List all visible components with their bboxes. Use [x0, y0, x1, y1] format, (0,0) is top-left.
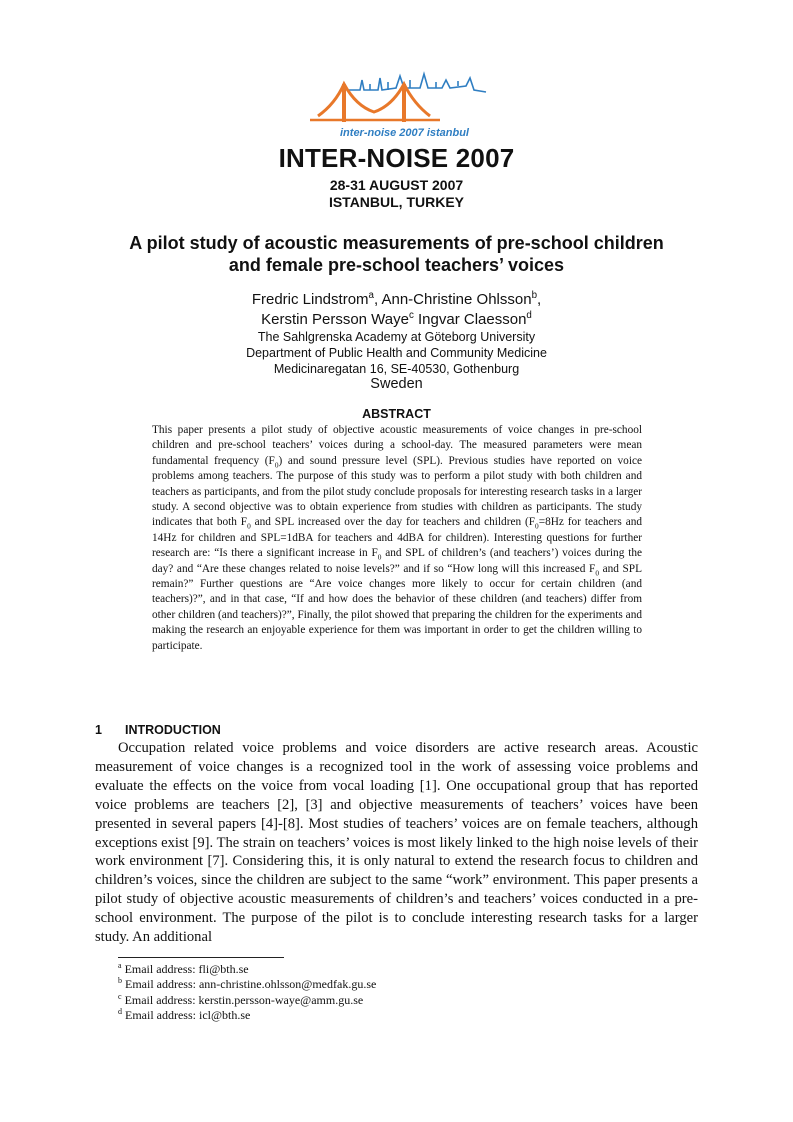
- author-line-2: [0, 310, 793, 330]
- section-title: INTRODUCTION: [125, 723, 221, 737]
- author-mark: c: [408, 310, 414, 321]
- conference-location: ISTANBUL, TURKEY: [328, 194, 465, 210]
- conference-title: INTER-NOISE 2007: [278, 143, 515, 173]
- author-name: Kerstin Persson Waye: [261, 311, 409, 328]
- author-mark: d: [526, 310, 532, 321]
- author-name: Ingvar Claesson: [418, 311, 527, 328]
- conference-logo: [300, 66, 500, 140]
- introduction-text: Occupation related voice problems and voice disorders are active research areas. Acoustic measurement of voice changes is a recognized tool in the work of assessing voice problems and evaluate the effects on the voice from vocal loading [1]. One occupational group that has reported voice problems are teachers [2], [3] and objective measurements of teachers’ voices have been presented in several papers [4]-[8]. Most studies of teachers’ voices are on female teachers, although exceptions exist [9]. The strain on teachers’ voices is most likely linked to the high noise levels of their work environment [7]. Considering this, it is only natural to extend the research focus to children and children’s voices, since the children are subject to the same “work” environment. This paper presents a pilot study of objective acoustic measurements of children’s and teachers’ voices conducted in a pre-school environment. The purpose of the pilot is to conclude interesting research tasks for a larger study. An additional: [95, 740, 698, 946]
- footnote: $^d$ Email address: icl@bth.se: [118, 1006, 251, 1022]
- section-heading: [95, 723, 221, 737]
- conference-date: 28-31 AUGUST 2007: [329, 177, 464, 193]
- footnote-rule: [118, 957, 284, 958]
- affiliation-line-2: Department of Public Health and Community Medicine: [246, 346, 547, 360]
- footnote: $^b$ Email address: ann-christine.ohlsson@medfak.gu.se: [118, 976, 377, 992]
- affiliation: [0, 329, 793, 377]
- affiliation-country: Sweden: [370, 376, 423, 392]
- paper-title-line-2: and female pre-school teachers’ voices: [228, 255, 565, 275]
- author-line-1: [0, 290, 793, 310]
- section-number: 1: [95, 723, 102, 737]
- author-name: Ann-Christine Ohlsson: [381, 291, 532, 308]
- logo-caption: inter-noise 2007 istanbul: [340, 127, 469, 139]
- paper-title-line-1: A pilot study of acoustic measurements of pre-school children: [129, 233, 664, 253]
- paper-title: [0, 232, 793, 276]
- footnote: $^c$ Email address: kerstin.persson-waye@amm.gu.se: [118, 991, 364, 1007]
- author-list: [0, 290, 793, 330]
- skyline-graphic: [348, 74, 486, 92]
- affiliation-line-1: The Sahlgrenska Academy at Göteborg University: [257, 330, 536, 344]
- footnote: $^a$ Email address: fli@bth.se: [118, 961, 249, 976]
- affiliation-line-3: Medicinaregatan 16, SE-40530, Gothenburg: [273, 362, 520, 376]
- abstract-text: This paper presents a pilot study of objective acoustic measurements of voice changes in pre-school children and pre-school teachers’ voices during a school-day. The measured parameters were mean fundamental frequency $(F_0)$ and sound pressure level (SPL). Previous studies have reported on voice problems among teachers. The purpose of this study was to perform a pilot study with both children and teachers as participants, and from the pilot study conclude proposals for interesting research tasks in a larger study. A second objective was to obtain experience from studies with children as participants. The study indicates that both $F_0$ and SPL increased over the day for teachers and children ($F_0=8Hz$ for teachers and 14Hz for children and SPL=1dBA for teachers and 4dBA for children). Interesting questions for further research are: “Is there a significant increase in $F_0$ and SPL of children’s (and teachers’) voices during the day? and “Are these changes related to noise levels?” and if so “How long will this increased $F_0$ and SPL remain?” Further questions are “Are voice changes more likely to occur for certain children (and teachers)?”, and in that case, “If and how does the behavior of these children (and teachers) differ from other children (and teachers)?”, Finally, the pilot showed that preparing the children for the experiments and making the research an enjoyable experience for them was important in order to get the children willing to participate.: [152, 424, 643, 652]
- author-separator: ,: [373, 291, 382, 308]
- author-mark: a: [368, 290, 374, 301]
- abstract-heading: ABSTRACT: [362, 407, 431, 421]
- author-separator: ,: [537, 291, 542, 308]
- author-mark: b: [531, 290, 537, 301]
- author-name: Fredric Lindstrom: [251, 291, 369, 308]
- footnotes: [118, 962, 376, 1023]
